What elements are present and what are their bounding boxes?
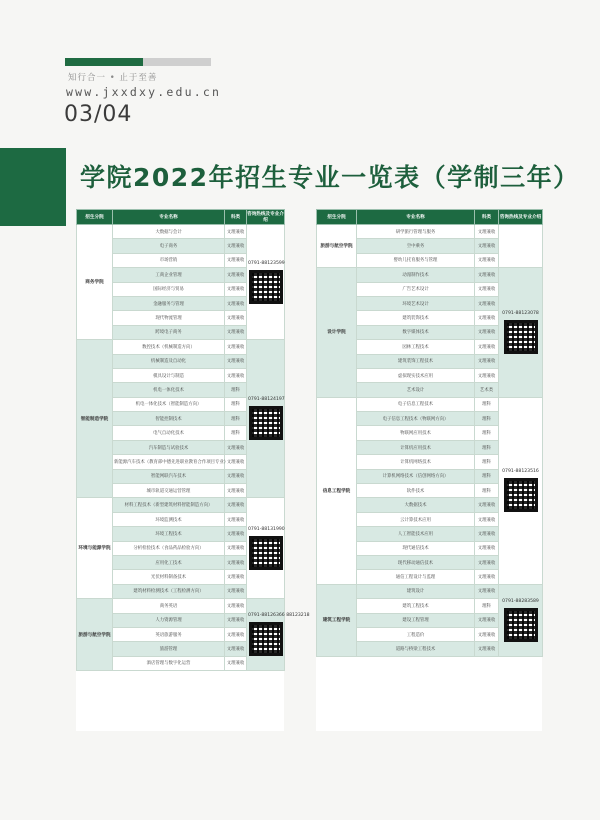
- table-row: [317, 584, 543, 598]
- major-name-cell: 空中乘务: [357, 239, 475, 253]
- subject-cell: 文理兼收: [475, 368, 499, 382]
- col-contact: 咨询热线及专业介绍: [247, 210, 285, 225]
- contact-cell: [247, 498, 285, 599]
- subject-cell: 文理兼收: [475, 268, 499, 282]
- major-name-cell: 工商企业管理: [113, 268, 225, 282]
- subject-cell: 文理兼收: [225, 642, 247, 656]
- website-url[interactable]: www.jxxdxy.edu.cn: [66, 85, 222, 99]
- table-row: [77, 225, 285, 239]
- col-contact: 咨询热线及专业介绍: [499, 210, 543, 225]
- subject-cell: 文理兼收: [225, 268, 247, 282]
- subject-cell: 文理兼收: [225, 296, 247, 310]
- table-header-row: [317, 210, 543, 225]
- col-college: 招生分院: [77, 210, 113, 225]
- major-name-cell: 新能源汽车技术（教育部中德先进职业教育合作项目专业）: [113, 455, 225, 469]
- qr-code-icon[interactable]: [504, 608, 538, 642]
- subject-cell: 文理兼收: [225, 498, 247, 512]
- col-major: 专业名称: [357, 210, 475, 225]
- right-majors-table: [316, 209, 543, 657]
- left-table-body: [77, 225, 310, 671]
- major-name-cell: 现代通信技术: [357, 541, 475, 555]
- subject-cell: 理科: [475, 455, 499, 469]
- right-table-panel: [316, 209, 542, 731]
- major-name-cell: 物联网应用技术: [357, 426, 475, 440]
- subject-cell: 文理兼收: [225, 555, 247, 569]
- contact-cell: [247, 599, 310, 671]
- major-name-cell: 环境工程技术: [113, 527, 225, 541]
- subject-cell: 文理兼收: [225, 253, 247, 267]
- hotline-number[interactable]: 0791-88123516: [502, 469, 539, 475]
- right-table-body: [317, 225, 543, 657]
- major-name-cell: 园林工程技术: [357, 340, 475, 354]
- major-name-cell: 市场营销: [113, 253, 225, 267]
- subject-cell: 文理兼收: [225, 239, 247, 253]
- major-name-cell: 环境监测技术: [113, 512, 225, 526]
- college-name-cell: 环境与能源学院: [77, 498, 113, 599]
- subject-cell: 文理兼收: [475, 613, 499, 627]
- hotline-number[interactable]: 0791-88123078: [502, 310, 539, 316]
- major-name-cell: 计算机应用技术: [357, 440, 475, 454]
- subject-cell: 理科: [225, 426, 247, 440]
- college-name-cell: 信息工程学院: [317, 397, 357, 584]
- college-name-cell: 设计学院: [317, 268, 357, 398]
- hotline-number[interactable]: 0791-88126366 88123218: [248, 613, 310, 619]
- major-name-cell: 大数据与会计: [113, 225, 225, 239]
- hotline-number[interactable]: 0791-88124197: [248, 397, 285, 403]
- major-name-cell: 广告艺术设计: [357, 282, 475, 296]
- subject-cell: 理科: [475, 397, 499, 411]
- major-name-cell: 旅游管理: [113, 642, 225, 656]
- subject-cell: 文理兼收: [225, 354, 247, 368]
- subject-cell: 理科: [475, 599, 499, 613]
- subject-cell: 文理兼收: [475, 239, 499, 253]
- side-accent-block: [0, 148, 66, 226]
- major-name-cell: 建设工程管理: [357, 613, 475, 627]
- major-name-cell: 婴幼儿托育服务与管理: [357, 253, 475, 267]
- col-major: 专业名称: [113, 210, 225, 225]
- subject-cell: 文理兼收: [475, 570, 499, 584]
- major-name-cell: 计算机网络技术（信创网络方向）: [357, 469, 475, 483]
- subject-cell: 文理兼收: [475, 627, 499, 641]
- subject-cell: 文理兼收: [225, 368, 247, 382]
- subject-cell: 文理兼收: [225, 455, 247, 469]
- major-name-cell: 人工智能技术应用: [357, 527, 475, 541]
- qr-code-icon[interactable]: [249, 270, 283, 304]
- qr-code-icon[interactable]: [249, 406, 283, 440]
- college-name-cell: 旅游与航空学院: [317, 225, 357, 268]
- subject-cell: 文理兼收: [475, 282, 499, 296]
- major-name-cell: 工程造价: [357, 627, 475, 641]
- col-subject: 科类: [225, 210, 247, 225]
- hotline-number[interactable]: 0791-88131990: [248, 526, 285, 532]
- major-name-cell: 建筑工程技术: [357, 599, 475, 613]
- major-name-cell: 道路与桥梁工程技术: [357, 642, 475, 656]
- major-name-cell: 汽车制造与试验技术: [113, 440, 225, 454]
- major-name-cell: 电子信息工程技术（物联网方向）: [357, 412, 475, 426]
- major-name-cell: 软件技术: [357, 484, 475, 498]
- page-title: 学院2022年招生专业一览表（学制三年）: [80, 163, 580, 192]
- subject-cell: 文理兼收: [475, 354, 499, 368]
- table-row: [317, 225, 543, 239]
- major-name-cell: 电子信息工程技术: [357, 397, 475, 411]
- major-name-cell: 建筑装饰技术: [357, 311, 475, 325]
- subject-cell: 文理兼收: [475, 555, 499, 569]
- contact-cell: [499, 397, 543, 584]
- major-name-cell: 机电一体化技术（智能制造方向）: [113, 397, 225, 411]
- subject-cell: 文理兼收: [475, 512, 499, 526]
- subject-cell: 文理兼收: [475, 325, 499, 339]
- subject-cell: 文理兼收: [475, 253, 499, 267]
- subject-cell: 理科: [475, 469, 499, 483]
- page-number: 03/04: [64, 102, 133, 127]
- subject-cell: 文理兼收: [475, 527, 499, 541]
- subject-cell: 文理兼收: [225, 340, 247, 354]
- major-name-cell: 智能控制技术: [113, 412, 225, 426]
- major-name-cell: 虚拟现实技术应用: [357, 368, 475, 382]
- school-motto: 知行合一 • 止于至善: [68, 73, 158, 83]
- major-name-cell: 跨境电子商务: [113, 325, 225, 339]
- qr-code-icon[interactable]: [249, 536, 283, 570]
- subject-cell: 文理兼收: [475, 642, 499, 656]
- major-name-cell: 数字媒体技术: [357, 325, 475, 339]
- major-name-cell: 机电一体化技术: [113, 383, 225, 397]
- subject-cell: 文理兼收: [225, 541, 247, 555]
- major-name-cell: 数控技术（机械制造方向）: [113, 340, 225, 354]
- subject-cell: 理科: [475, 412, 499, 426]
- subject-cell: 文理兼收: [225, 225, 247, 239]
- subject-cell: 文理兼收: [225, 469, 247, 483]
- major-name-cell: 城市轨道交通运营管理: [113, 484, 225, 498]
- left-majors-table: [76, 209, 310, 671]
- college-name-cell: 建筑工程学院: [317, 584, 357, 656]
- qr-code-icon[interactable]: [249, 622, 283, 656]
- major-name-cell: 通信工程设计与监理: [357, 570, 475, 584]
- subject-cell: 文理兼收: [225, 584, 247, 598]
- subject-cell: 文理兼收: [475, 541, 499, 555]
- major-name-cell: 建筑材料检测技术（工程检测方向）: [113, 584, 225, 598]
- major-name-cell: 研学旅行管理与服务: [357, 225, 475, 239]
- subject-cell: 文理兼收: [475, 498, 499, 512]
- subject-cell: 理科: [225, 412, 247, 426]
- subject-cell: 文理兼收: [475, 296, 499, 310]
- qr-code-icon[interactable]: [504, 320, 538, 354]
- subject-cell: 文理兼收: [225, 282, 247, 296]
- contact-cell: [499, 225, 543, 268]
- left-table-panel: [76, 209, 310, 731]
- major-name-cell: 应用化工技术: [113, 555, 225, 569]
- table-row: [77, 498, 285, 512]
- subject-cell: 文理兼收: [225, 613, 247, 627]
- college-name-cell: 智能制造学院: [77, 340, 113, 498]
- major-name-cell: 动漫制作技术: [357, 268, 475, 282]
- subject-cell: 文理兼收: [225, 656, 247, 670]
- major-name-cell: 光伏材料制备技术: [113, 570, 225, 584]
- subject-cell: 理科: [225, 383, 247, 397]
- major-name-cell: 材料工程技术（新型建筑材料智能制造方向）: [113, 498, 225, 512]
- subject-cell: 文理兼收: [475, 225, 499, 239]
- major-name-cell: 大数据技术: [357, 498, 475, 512]
- major-name-cell: 模具设计与制造: [113, 368, 225, 382]
- major-name-cell: 建筑设计: [357, 584, 475, 598]
- qr-code-icon[interactable]: [504, 478, 538, 512]
- subject-cell: 文理兼收: [225, 311, 247, 325]
- subject-cell: 理科: [475, 440, 499, 454]
- subject-cell: 文理兼收: [225, 527, 247, 541]
- table-row: [317, 397, 543, 411]
- table-row: [77, 599, 285, 613]
- subject-cell: 文理兼收: [225, 440, 247, 454]
- major-name-cell: 金融服务与管理: [113, 296, 225, 310]
- table-row: [317, 268, 543, 282]
- major-name-cell: 酒店管理与数字化运营: [113, 656, 225, 670]
- subject-cell: 文理兼收: [225, 512, 247, 526]
- major-name-cell: 英语旅游服务: [113, 627, 225, 641]
- college-name-cell: 商务学院: [77, 225, 113, 340]
- major-name-cell: 环境艺术设计: [357, 296, 475, 310]
- major-name-cell: 云计算技术应用: [357, 512, 475, 526]
- college-name-cell: 旅游与航空学院: [77, 599, 113, 671]
- major-name-cell: 艺术设计: [357, 383, 475, 397]
- contact-cell: [499, 268, 543, 398]
- major-name-cell: 现代移动通信技术: [357, 555, 475, 569]
- major-name-cell: 机械制造及自动化: [113, 354, 225, 368]
- major-name-cell: 现代物流管理: [113, 311, 225, 325]
- table-row: [77, 340, 285, 354]
- major-name-cell: 商务英语: [113, 599, 225, 613]
- header-gray-bar: [143, 58, 211, 66]
- subject-cell: 文理兼收: [225, 599, 247, 613]
- subject-cell: 文理兼收: [475, 584, 499, 598]
- contact-cell: [247, 225, 285, 340]
- major-name-cell: 分析检验技术（食品药品检验方向）: [113, 541, 225, 555]
- subject-cell: 艺术类: [475, 383, 499, 397]
- table-header-row: [77, 210, 285, 225]
- subject-cell: 理科: [475, 484, 499, 498]
- subject-cell: 文理兼收: [225, 484, 247, 498]
- major-name-cell: 计算机网络技术: [357, 455, 475, 469]
- major-name-cell: 建筑装饰工程技术: [357, 354, 475, 368]
- major-name-cell: 智能网联汽车技术: [113, 469, 225, 483]
- subject-cell: 文理兼收: [475, 340, 499, 354]
- subject-cell: 理科: [225, 397, 247, 411]
- col-college: 招生分院: [317, 210, 357, 225]
- subject-cell: 文理兼收: [225, 570, 247, 584]
- col-subject: 科类: [475, 210, 499, 225]
- major-name-cell: 国际经济与贸易: [113, 282, 225, 296]
- subject-cell: 文理兼收: [475, 311, 499, 325]
- major-name-cell: 电气自动化技术: [113, 426, 225, 440]
- hotline-number[interactable]: 0791-88283589: [502, 598, 539, 604]
- hotline-number[interactable]: 0791-88123599: [248, 260, 285, 266]
- header-accent-bar: [65, 58, 143, 66]
- major-name-cell: 电子商务: [113, 239, 225, 253]
- subject-cell: 文理兼收: [225, 325, 247, 339]
- contact-cell: [499, 584, 543, 656]
- subject-cell: 理科: [475, 426, 499, 440]
- subject-cell: 文理兼收: [225, 627, 247, 641]
- major-name-cell: 人力资源管理: [113, 613, 225, 627]
- contact-cell: [247, 340, 285, 498]
